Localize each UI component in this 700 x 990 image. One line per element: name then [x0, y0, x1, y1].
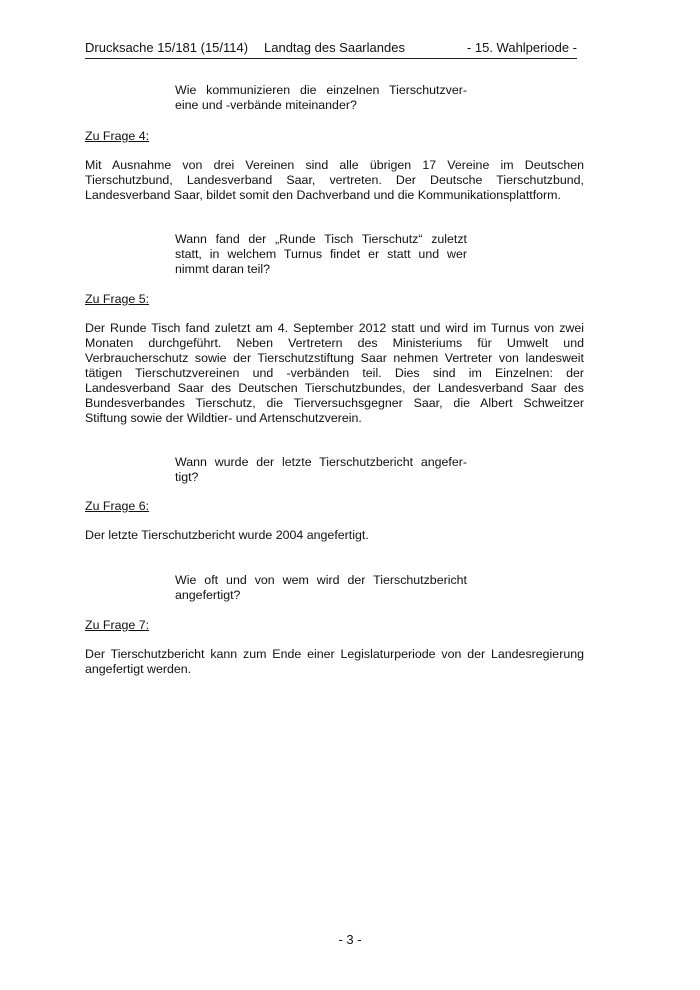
answer-5 [85, 321, 584, 426]
question-7 [175, 573, 467, 603]
answer-5-line-2: Monaten durchgeführt. Neben Vertretern des Ministeriums für Umwelt und [85, 336, 584, 350]
document-number: Drucksache 15/181 (15/114) [85, 40, 249, 55]
answer-5-heading: Zu Frage 5: [85, 292, 150, 306]
answer-7-line-2: angefertigt werden. [85, 662, 192, 676]
answer-5-line-3: Verbraucherschutz sowie der Tierschutzstiftung Saar nehmen Vertreter von landesweit [85, 351, 584, 365]
page-number: - 3 - [338, 932, 362, 947]
question-3-line-1: Wie kommunizieren die einzelnen Tierschutzver- [175, 83, 467, 97]
question-5-line-3: nimmt daran teil? [175, 262, 271, 276]
question-6-line-2: tigt? [175, 470, 199, 484]
question-6-line-1: Wann wurde der letzte Tierschutzbericht angefer- [175, 455, 467, 469]
question-6 [175, 455, 467, 485]
answer-5-line-5: Landesverband Saar des Deutschen Tierschutzbundes, der Landesverband Saar des [85, 381, 584, 395]
answer-6 [85, 528, 584, 543]
question-3-line-2: eine und -verbände miteinander? [175, 98, 357, 112]
question-3 [175, 83, 467, 113]
question-5-line-2: statt, in welchem Turnus findet er statt und wer [175, 247, 467, 261]
answer-5-line-6: Bundesverbandes Tierschutz, die Tierversuchsgegner Saar, die Albert Schweitzer [85, 396, 584, 410]
question-7-line-2: angefertigt? [175, 588, 241, 602]
answer-4-heading: Zu Frage 4: [85, 129, 150, 143]
answer-5-line-4: tätigen Tierschutzvereinen und -verbänden teil. Dies sind im Einzelnen: der [85, 366, 584, 380]
question-7-line-1: Wie oft und von wem wird der Tierschutzbericht [175, 573, 467, 587]
question-5 [175, 232, 467, 277]
legislative-period: - 15. Wahlperiode - [466, 40, 577, 55]
answer-7 [85, 647, 584, 677]
answer-6-line-1: Der letzte Tierschutzbericht wurde 2004 angefertigt. [85, 528, 369, 542]
question-5-line-1: Wann fand der „Runde Tisch Tierschutz“ zuletzt [175, 232, 467, 246]
answer-4 [85, 158, 584, 203]
answer-6-heading: Zu Frage 6: [85, 499, 150, 513]
answer-4-line-2: Tierschutzbund, Landesverband Saar, vertreten. Der Deutsche Tierschutzbund, [85, 173, 584, 187]
answer-4-line-3: Landesverband Saar, bildet somit den Dachverband und die Kommunikationsplattform. [85, 188, 561, 202]
answer-4-line-1: Mit Ausnahme von drei Vereinen sind alle übrigen 17 Vereine im Deutschen [85, 158, 584, 172]
answer-7-line-1: Der Tierschutzbericht kann zum Ende einer Legislaturperiode von der Landesregierung [85, 647, 584, 661]
answer-5-line-7: Stiftung sowie der Wildtier- und Artenschutzverein. [85, 411, 362, 425]
answer-5-line-1: Der Runde Tisch fand zuletzt am 4. September 2012 statt und wird im Turnus von zwei [85, 321, 584, 335]
document-header [85, 40, 577, 59]
parliament-name: Landtag des Saarlandes [264, 40, 405, 55]
answer-7-heading: Zu Frage 7: [85, 618, 150, 632]
